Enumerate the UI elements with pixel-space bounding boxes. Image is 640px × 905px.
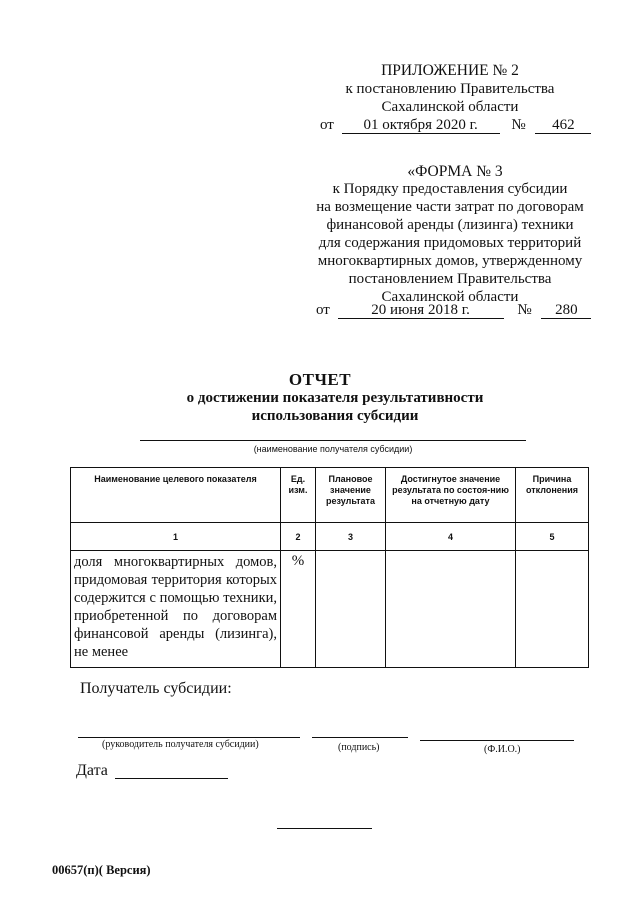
appendix-num-label: № bbox=[511, 117, 526, 133]
form-date-row bbox=[316, 302, 591, 319]
form-number: 280 bbox=[541, 303, 591, 319]
table-number-row bbox=[71, 523, 589, 551]
head-signature-line bbox=[78, 737, 300, 738]
achieved-value-cell[interactable] bbox=[386, 551, 516, 668]
document-code: 00657(п)( Версия) bbox=[52, 863, 151, 877]
column-number-2: 2 bbox=[281, 523, 316, 551]
unit-cell: % bbox=[281, 551, 316, 668]
appendix-line-1: к постановлению Правительства bbox=[345, 81, 555, 97]
date-label: Дата bbox=[76, 762, 108, 779]
header-unit: Ед. изм. bbox=[281, 468, 316, 523]
column-number-5: 5 bbox=[516, 523, 589, 551]
form-line-2: на возмещение части затрат по договорам bbox=[316, 199, 584, 215]
end-separator bbox=[277, 828, 372, 829]
form-line-5: многоквартирных домов, утвержденному bbox=[317, 253, 583, 269]
report-subtitle-1: о достижении показателя результативности bbox=[186, 390, 484, 406]
appendix-number: 462 bbox=[535, 118, 591, 134]
column-number-1: 1 bbox=[71, 523, 281, 551]
appendix-line-2: Сахалинской области bbox=[381, 99, 519, 115]
date-line bbox=[115, 778, 228, 779]
appendix-date-row bbox=[320, 117, 591, 134]
table-row bbox=[71, 551, 589, 668]
form-num-label: № bbox=[517, 302, 532, 318]
caption-signature: (подпись) bbox=[338, 742, 380, 753]
form-line-4: для содержания придомовых территорий bbox=[318, 235, 582, 251]
appendix-title: ПРИЛОЖЕНИЕ № 2 bbox=[381, 62, 519, 79]
appendix-from-label: от bbox=[320, 117, 334, 133]
indicator-cell: доля многоквартирных домов, придомовая территория которых содержится с помощью техники, приобретенной по договорам финансовой аренды (лизинга), не менее bbox=[71, 551, 281, 668]
header-achieved: Достигнутое значение результата по состоя-нию на отчетную дату bbox=[386, 468, 516, 523]
caption-full-name: (Ф.И.О.) bbox=[484, 744, 521, 755]
recipient-caption: (наименование получателя субсидии) bbox=[253, 444, 413, 454]
form-line-3: финансовой аренды (лизинга) техники bbox=[326, 217, 574, 233]
date-row bbox=[76, 762, 108, 779]
report-subtitle-2: использования субсидии bbox=[251, 408, 419, 424]
full-name-line bbox=[420, 740, 574, 741]
form-date: 20 июня 2018 г. bbox=[338, 303, 504, 319]
column-number-3: 3 bbox=[316, 523, 386, 551]
form-line-7: Сахалинской области bbox=[381, 289, 519, 305]
appendix-date: 01 октября 2020 г. bbox=[342, 118, 500, 134]
form-title: «ФОРМА № 3 bbox=[407, 163, 503, 180]
signature-line bbox=[312, 737, 408, 738]
planned-value-cell[interactable] bbox=[316, 551, 386, 668]
form-line-6: постановлением Правительства bbox=[348, 271, 552, 287]
form-line-1: к Порядку предоставления субсидии bbox=[332, 181, 568, 197]
header-reason: Причина отклонения bbox=[516, 468, 589, 523]
recipient-label: Получатель субсидии: bbox=[80, 680, 232, 697]
recipient-name-line bbox=[140, 440, 526, 441]
header-indicator: Наименование целевого показателя bbox=[71, 468, 281, 523]
column-number-4: 4 bbox=[386, 523, 516, 551]
report-table bbox=[70, 467, 589, 668]
caption-head: (руководитель получателя субсидии) bbox=[102, 739, 259, 750]
table-header-row bbox=[71, 468, 589, 523]
form-from-label: от bbox=[316, 302, 330, 318]
report-title: ОТЧЕТ bbox=[288, 370, 352, 389]
header-planned: Плановое значение результата bbox=[316, 468, 386, 523]
deviation-reason-cell[interactable] bbox=[516, 551, 589, 668]
